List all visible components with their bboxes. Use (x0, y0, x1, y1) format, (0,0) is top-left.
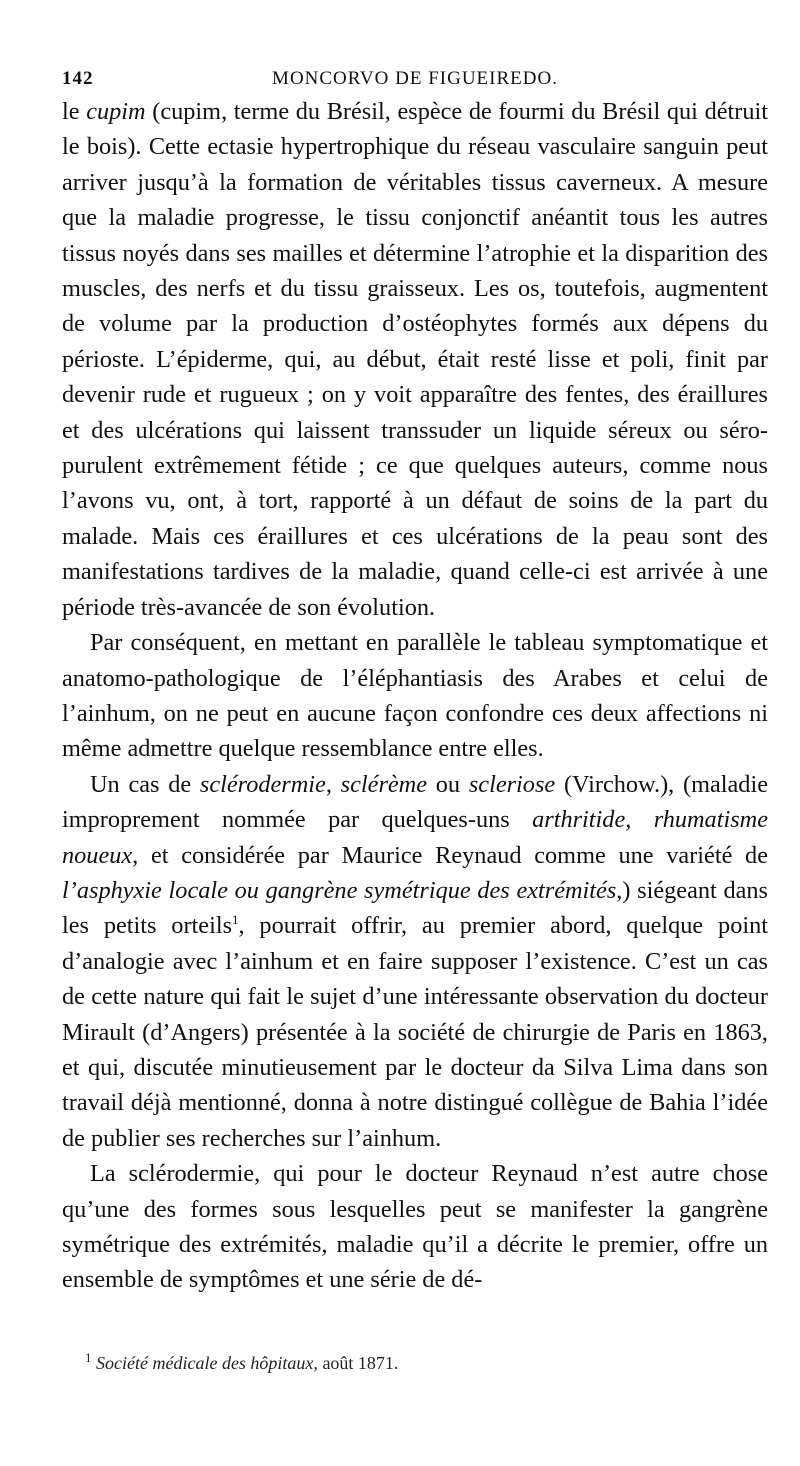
paragraph-4: La sclérodermie, qui pour le docteur Reynaud n’est autre chose qu’une des formes sous lesquelles peut se manifester la gangrène symétrique des extrémités, maladie qu’il a décrite le premier, offre un ensemble de symptômes et une série de dé- (62, 1160, 768, 1294)
body-text (62, 94, 768, 1298)
paragraph-3 (62, 767, 768, 1156)
footnote-source: Société médicale des hôpitaux (96, 1353, 314, 1373)
text-run: ou (427, 770, 469, 798)
book-page (62, 60, 768, 1298)
italic-term: sclérème (340, 770, 428, 798)
text-run: ,) siégeant dans les petits orteils (62, 876, 768, 940)
text-run: , (325, 770, 341, 798)
italic-term: l’asphyxie locale ou gangrène symétrique des extrémités (62, 876, 617, 904)
footnote (85, 1350, 399, 1374)
text-run: Un cas de (90, 770, 200, 798)
italic-term: scleriose (468, 770, 556, 798)
italic-term: arthritide, rhumatisme noueux (62, 806, 768, 869)
footnote-marker: 1 (232, 912, 239, 928)
page-number: 142 (62, 68, 94, 89)
text-run: le (62, 98, 87, 125)
footnote-mark: 1 (85, 1350, 92, 1365)
text-run: , et considérée par Maurice Reynaud comme une variété de (132, 841, 768, 869)
text-run: (cupim, terme du Brésil, espèce de fourmi du Brésil qui détruit le bois). Cette ectasie hypertrophique du réseau vasculaire sanguin peut arriver jusqu’à la formation de véritables tissus caverneux. A mesure que la maladie progresse, le tissu conjonctif anéantit tous les autres tissus noyés dans ses mailles et détermine l’atrophie et la disparition des muscles, des nerfs et du tissu graisseux. Les os, toutefois, augmentent de volume par la production d’ostéophytes formés aux dépens du périoste. L’épiderme, qui, au début, était resté lisse et poli, finit par devenir rude et rugueux ; on y voit apparaître des fentes, des éraillures et des ulcérations qui laissent transsuder un liquide séreux ou séro-purulent extrêmement fétide ; ce que quelques auteurs, comme nous l’avons vu, ont, à tort, rapporté à un défaut de soins de la part du malade. Mais ces éraillures et ces ulcérations de la peau sont des manifestations tardives de la maladie, quand celle-ci est arrivée à une période très-avancée de son évolution. (62, 98, 769, 621)
text-run: , pourrait offrir, au premier abord, quelque point d’analogie avec l’ainhum et en faire supposer l’existence. C’est un cas de cette nature qui fait le sujet d’une intéressante observation du docteur Mirault (d’Angers) présentée à la société de chirurgie de Paris en 1863, et qui, discutée minutieusement par le docteur da Silva Lima dans son travail déjà mentionné, donna à notre distingué collègue de Bahia l’idée de publier ses recherches sur l’ainhum. (62, 912, 768, 1152)
paragraph-2: Par conséquent, en mettant en parallèle le tableau symptomatique et anatomo-pathologique de l’éléphantiasis des Arabes et celui de l’ainhum, on ne peut en aucune façon confondre ces deux affections ni même admettre quelque ressemblance entre elles. (62, 629, 768, 763)
italic-term: sclérodermie (199, 770, 326, 798)
text-run: (Virchow.), (maladie improprement nommée par quelques-uns (62, 770, 768, 834)
paragraph-1 (62, 94, 768, 625)
italic-term: cupim (86, 98, 146, 125)
running-title: MONCORVO DE FIGUEIREDO. (272, 68, 558, 89)
running-header (62, 60, 768, 94)
footnote-date: , août 1871. (313, 1353, 399, 1373)
